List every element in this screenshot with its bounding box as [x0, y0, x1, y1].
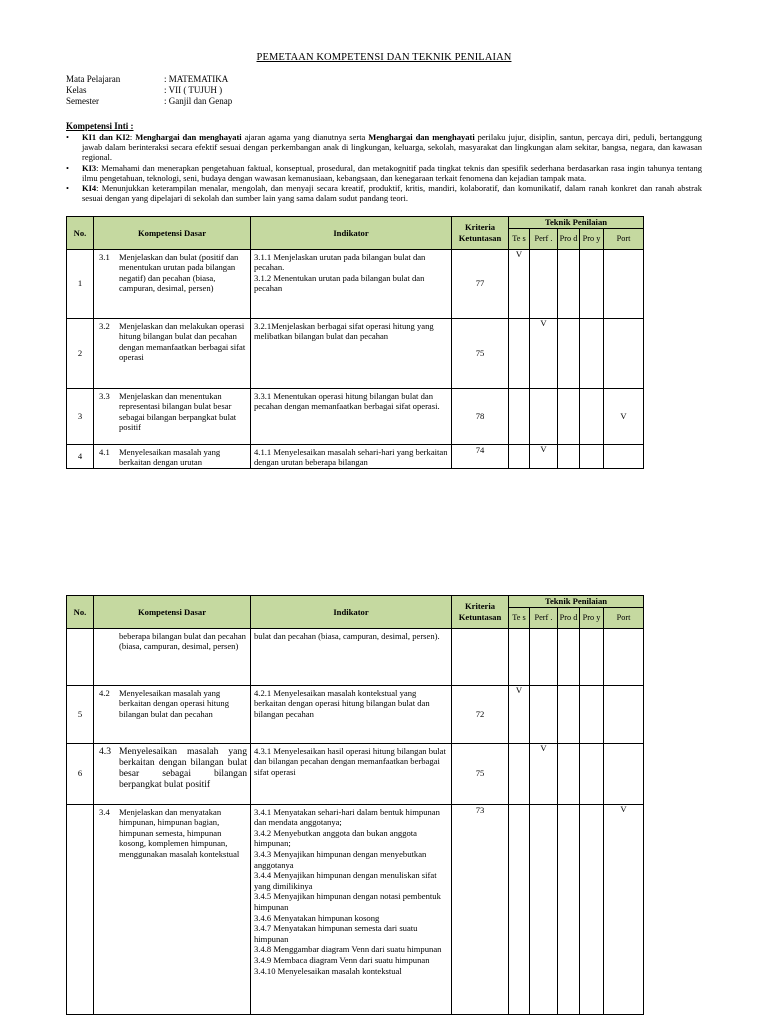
table-row	[67, 743, 644, 804]
meta-label: Mata Pelajaran	[66, 74, 121, 84]
meta-label: Semester	[66, 96, 99, 106]
kriteria-ketuntasan: 78	[452, 388, 509, 444]
indikator-item: 3.4.2 Menyebutkan anggota dan bukan anggota himpunan;	[254, 827, 418, 849]
teknik-tes-mark	[509, 318, 530, 388]
header-indikator: Indikator	[251, 596, 452, 629]
kriteria-ketuntasan: 73	[452, 804, 509, 1014]
header-proy: Pro y	[580, 607, 604, 628]
teknik-tes-mark	[509, 388, 530, 444]
ki-colon: :	[96, 162, 102, 173]
table-row	[67, 444, 644, 468]
bullet-icon: •	[66, 183, 69, 194]
kompetensi-dasar-cell	[94, 388, 251, 444]
kompetensi-dasar-cell	[94, 249, 251, 318]
kd-number: 4.3	[99, 745, 111, 757]
kd-indent	[99, 631, 119, 652]
teknik-prod-mark	[558, 804, 580, 1014]
kompetensi-dasar-cell	[94, 685, 251, 743]
kompetensi-inti-heading: Kompetensi Inti :	[66, 121, 134, 131]
indikator-item: 3.4.9 Membaca diagram Venn dari suatu himpunan	[254, 954, 430, 965]
kriteria-ketuntasan: 75	[452, 318, 509, 388]
row-number	[67, 804, 94, 1014]
indikator-item: 3.4.7 Menyatakan himpunan semesta dari suatu himpunan	[254, 923, 418, 944]
indikator-item: 3.4.5 Menyajikan himpunan dengan notasi pembentuk himpunan	[254, 891, 441, 912]
indikator-item: 3.4.8 Menggambar diagram Venn dari suatu himpunan	[254, 944, 442, 955]
ki-text: Memahami dan menerapkan pengetahuan faktual, konseptual, prosedural, dan metakognitif pada tingkat teknis dan spesifik sederhana berdasarkan rasa ingin tahunya tentang ilmu pengetahuan, teknologi, seni, budaya dengan wawasan kemanusiaan, kebangsaan, dan kenegaraan terkait fenomena dan kejadian tampak mata.	[82, 162, 702, 183]
teknik-prod-mark	[558, 444, 580, 468]
header-prod: Pro d	[558, 607, 580, 628]
header-tes: Te s	[509, 228, 530, 249]
header-no: No.	[67, 596, 94, 629]
kd-text: Menjelaskan dan menyatakan himpunan, himpunan bagian, himpunan semesta, himpunan kosong, komplemen himpunan, menggunakan masalah kontekstual	[119, 806, 240, 859]
indikator-item: bulat dan pecahan (biasa, campuran, desimal, persen).	[254, 630, 440, 641]
kd-text: Menjelaskan dan bulat (positif dan menentukan urutan pada bilangan negatif) dan pecahan (biasa, campuran, desimal, persen)	[119, 251, 239, 294]
teknik-tes-mark	[509, 804, 530, 1014]
indikator-cell	[251, 249, 452, 318]
teknik-port-mark: V	[604, 388, 644, 444]
competency-table-1	[66, 216, 644, 469]
teknik-proy-mark	[580, 743, 604, 804]
kompetensi-dasar-cell	[94, 444, 251, 468]
indikator-item: 3.4.1 Menyatakan sehari-hari dalam bentuk himpunan dan mendata anggotanya;	[254, 806, 440, 828]
row-number: 3	[67, 388, 94, 444]
header-kriteria: Kriteria Ketuntasan	[452, 596, 509, 629]
teknik-prod-mark	[558, 318, 580, 388]
teknik-port-mark	[604, 318, 644, 388]
teknik-proy-mark	[580, 318, 604, 388]
bullet-icon: •	[66, 132, 69, 142]
ki-text: Menunjukkan keterampilan menalar, mengolah, dan menyaji secara kreatif, produktif, kritis, mandiri, kolaboratif, dan komunikatif, dalam ranah konkret dan ranah abstrak sesuai dengan yang dipelajari di sekolah dan sumber lain yang sama dalam sudut pandang teori.	[82, 183, 702, 204]
teknik-perf-mark	[530, 388, 558, 444]
kd-number: 3.3	[99, 390, 110, 401]
indikator-item: 3.1.1 Menjelaskan urutan pada bilangan bulat dan pecahan.	[254, 251, 426, 273]
header-kompetensi-dasar: Kompetensi Dasar	[94, 596, 251, 629]
indikator-item: 3.3.1 Menentukan operasi hitung bilangan bulat dan pecahan dengan memanfaatkan berbagai sifat operasi.	[254, 390, 440, 412]
teknik-perf-mark: V	[530, 318, 558, 388]
kompetensi-dasar-cell	[94, 743, 251, 804]
meta-row-semester	[66, 96, 232, 107]
teknik-perf-mark: V	[530, 444, 558, 468]
kd-number: 3.1	[99, 251, 110, 262]
teknik-perf-mark	[530, 628, 558, 685]
teknik-prod-mark	[558, 628, 580, 685]
teknik-proy-mark	[580, 685, 604, 743]
indikator-item: 4.2.1 Menyelesaikan masalah kontekstual yang berkaitan dengan operasi hitung bilangan bulat dan bilangan pecahan	[254, 687, 430, 719]
indikator-item: 3.4.4 Menyajikan himpunan dengan menuliskan sifat yang dimilikinya	[254, 870, 437, 891]
indikator-item: 3.4.6 Menyatakan himpunan kosong	[254, 912, 380, 923]
kompetensi-dasar-cell	[94, 804, 251, 1014]
ki-colon: :	[96, 183, 102, 194]
header-perf: Perf .	[530, 607, 558, 628]
teknik-perf-mark	[530, 804, 558, 1014]
indikator-item: 4.1.1 Menyelesaikan masalah sehari-hari yang berkaitan dengan urutan beberapa bilangan	[254, 446, 448, 468]
teknik-perf-mark: V	[530, 743, 558, 804]
kd-text: Menyelesaikan masalah yang berkaitan dengan operasi hitung bilangan bulat dan pecahan	[119, 687, 230, 719]
table-row	[67, 685, 644, 743]
ki-item-3	[66, 163, 702, 183]
teknik-proy-mark	[580, 444, 604, 468]
kriteria-ketuntasan	[452, 628, 509, 685]
kompetensi-dasar-cell	[94, 318, 251, 388]
indikator-cell	[251, 444, 452, 468]
teknik-port-mark	[604, 743, 644, 804]
row-number: 4	[67, 444, 94, 468]
teknik-port-mark	[604, 628, 644, 685]
header-port: Port	[604, 228, 644, 249]
header-no: No.	[67, 217, 94, 250]
header-teknik-penilaian: Teknik Penilaian	[509, 217, 644, 229]
header-proy: Pro y	[580, 228, 604, 249]
row-number: 6	[67, 743, 94, 804]
indikator-cell	[251, 804, 452, 1014]
kriteria-ketuntasan: 75	[452, 743, 509, 804]
kriteria-ketuntasan: 74	[452, 444, 509, 468]
kompetensi-inti-list	[66, 132, 702, 203]
teknik-proy-mark	[580, 804, 604, 1014]
teknik-proy-mark	[580, 628, 604, 685]
meta-label: Kelas	[66, 85, 87, 95]
teknik-prod-mark	[558, 388, 580, 444]
indikator-cell	[251, 743, 452, 804]
teknik-tes-mark	[509, 743, 530, 804]
ki-code: KI1 dan KI2	[82, 132, 130, 142]
meta-row-subject	[66, 74, 232, 85]
header-teknik-penilaian: Teknik Penilaian	[509, 596, 644, 608]
indikator-item: 4.3.1 Menyelesaikan hasil operasi hitung bilangan bulat dan bilangan pecahan dengan memanfaatkan berbagai sifat operasi	[254, 745, 446, 777]
kd-text: Menjelaskan dan menentukan representasi bilangan bulat besar sebagai bilangan berpangkat bulat positif	[119, 390, 237, 433]
teknik-prod-mark	[558, 685, 580, 743]
bullet-icon: •	[66, 162, 69, 173]
kd-text: Menyelesaikan masalah yang berkaitan dengan urutan	[119, 446, 221, 468]
header-tes: Te s	[509, 607, 530, 628]
kd-number: 4.2	[99, 687, 110, 698]
indikator-item: 3.1.2 Menentukan urutan pada bilangan bulat dan pecahan	[254, 272, 425, 294]
kd-number: 4.1	[99, 446, 110, 457]
table-row	[67, 804, 644, 1014]
kd-text: beberapa bilangan bulat dan pecahan (biasa, campuran, desimal, persen)	[119, 630, 246, 652]
kd-number: 3.4	[99, 806, 110, 817]
teknik-perf-mark	[530, 685, 558, 743]
ki-code: KI4	[82, 183, 97, 194]
meta-value: : VII ( TUJUH )	[164, 85, 223, 95]
kompetensi-dasar-cell	[94, 628, 251, 685]
teknik-tes-mark: V	[509, 249, 530, 318]
indikator-cell	[251, 318, 452, 388]
kd-text: Menyelesaikan masalah yang berkaitan dengan bilangan bulat besar sebagai bilangan berpangkat bulat positif	[119, 745, 247, 790]
header-kriteria: Kriteria Ketuntasan	[452, 217, 509, 250]
competency-table-2	[66, 595, 644, 1015]
kd-text: Menjelaskan dan melakukan operasi hitung bilangan bulat dan pecahan dengan memanfaatkan berbagai sifat operasi	[119, 320, 246, 363]
ki-text: perilaku jujur, disiplin, santun, percaya diri, peduli, bertanggung jawab dalam berinteraksi secara efektif sesuai dengan perkembangan anak di lingkungan, keluarga, sekolah, masyarakat dan lingkungan alam sekitar, bangsa, negara, dan kawasan regional.	[82, 132, 702, 163]
ki-code: KI3	[82, 162, 97, 173]
teknik-prod-mark	[558, 249, 580, 318]
row-number: 2	[67, 318, 94, 388]
header-kompetensi-dasar: Kompetensi Dasar	[94, 217, 251, 250]
indikator-cell	[251, 388, 452, 444]
indikator-cell	[251, 685, 452, 743]
header-indikator: Indikator	[251, 217, 452, 250]
row-number	[67, 628, 94, 685]
table-row	[67, 318, 644, 388]
teknik-port-mark	[604, 249, 644, 318]
indikator-item: 3.4.3 Menyajikan himpunan dengan menyebutkan anggotanya	[254, 848, 427, 870]
ki-text: ajaran agama yang dianutnya serta	[241, 132, 369, 142]
ki-colon: :	[129, 132, 136, 142]
teknik-port-mark: V	[604, 804, 644, 1014]
teknik-perf-mark	[530, 249, 558, 318]
teknik-port-mark	[604, 444, 644, 468]
kriteria-ketuntasan: 77	[452, 249, 509, 318]
ki-item-4	[66, 183, 702, 203]
ki-emphasis: Menghargai dan menghayati	[368, 132, 475, 142]
indikator-cell	[251, 628, 452, 685]
indikator-item: 3.4.10 Menyelesaikan masalah kontekstual	[254, 965, 402, 976]
ki-emphasis: Menghargai dan menghayati	[135, 132, 242, 142]
teknik-port-mark	[604, 685, 644, 743]
teknik-proy-mark	[580, 388, 604, 444]
row-number: 1	[67, 249, 94, 318]
teknik-prod-mark	[558, 743, 580, 804]
header-prod: Pro d	[558, 228, 580, 249]
kriteria-ketuntasan: 72	[452, 685, 509, 743]
indikator-item: 3.2.1Menjelaskan berbagai sifat operasi hitung yang melibatkan bilangan bulat dan pecahan	[254, 320, 434, 342]
document-meta	[66, 74, 232, 107]
table-row	[67, 249, 644, 318]
kd-number: 3.2	[99, 320, 110, 331]
meta-value: : MATEMATIKA	[164, 74, 229, 84]
ki-item-1	[66, 132, 702, 163]
teknik-tes-mark	[509, 628, 530, 685]
table-row	[67, 388, 644, 444]
teknik-tes-mark: V	[509, 685, 530, 743]
table-row	[67, 628, 644, 685]
header-perf: Perf .	[530, 228, 558, 249]
meta-row-class	[66, 85, 232, 96]
row-number: 5	[67, 685, 94, 743]
header-port: Port	[604, 607, 644, 628]
page-title: PEMETAAN KOMPETENSI DAN TEKNIK PENILAIAN	[256, 52, 512, 63]
teknik-proy-mark	[580, 249, 604, 318]
meta-value: : Ganjil dan Genap	[164, 96, 233, 106]
teknik-tes-mark	[509, 444, 530, 468]
